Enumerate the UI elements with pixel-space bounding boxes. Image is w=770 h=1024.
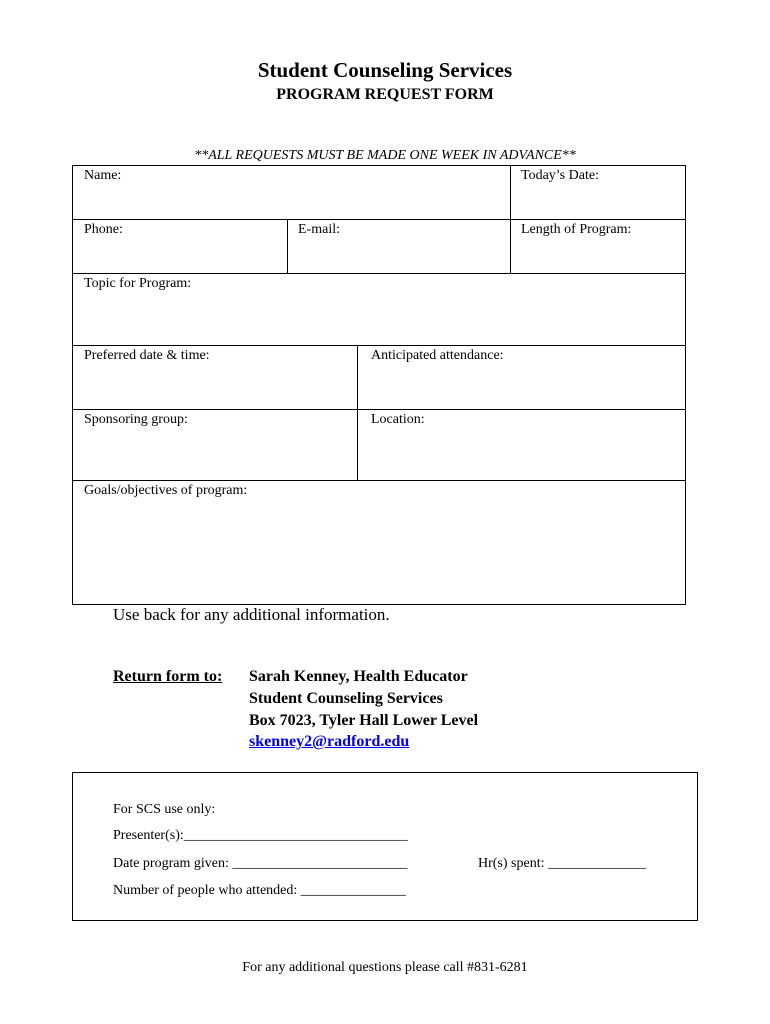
presenters-line[interactable]: Presenter(s):________________________________: [113, 828, 408, 843]
row-divider: [73, 480, 685, 481]
row-divider: [73, 345, 685, 346]
return-name: Sarah Kenney, Health Educator: [249, 668, 468, 685]
column-divider: [287, 219, 288, 273]
todays-date-field[interactable]: Today’s Date:: [521, 168, 599, 183]
row-divider: [73, 273, 685, 274]
return-email-link[interactable]: skenney2@radford.edu: [249, 733, 410, 750]
preferred-date-field[interactable]: Preferred date & time:: [84, 348, 210, 363]
program-length-field[interactable]: Length of Program:: [521, 222, 632, 237]
phone-field[interactable]: Phone:: [84, 222, 123, 237]
return-address: Box 7023, Tyler Hall Lower Level: [249, 712, 479, 729]
topic-field[interactable]: Topic for Program:: [84, 276, 192, 291]
date-given-line[interactable]: Date program given: _________________________: [113, 856, 408, 871]
location-field[interactable]: Location:: [371, 412, 425, 427]
hours-spent-line[interactable]: Hr(s) spent: ______________: [478, 856, 646, 871]
advance-notice: **ALL REQUESTS MUST BE MADE ONE WEEK IN ADVANCE**: [194, 148, 576, 163]
return-department: Student Counseling Services: [249, 690, 443, 707]
attended-line[interactable]: Number of people who attended: _______________: [113, 883, 406, 898]
return-label: Return form to:: [113, 668, 223, 685]
row-divider: [73, 219, 685, 220]
office-use-heading: For SCS use only:: [113, 802, 216, 817]
footer-contact: For any additional questions please call #831-6281: [242, 960, 528, 975]
attendance-field[interactable]: Anticipated attendance:: [371, 348, 504, 363]
goals-field[interactable]: Goals/objectives of program:: [84, 483, 248, 498]
request-form-grid: [72, 165, 686, 605]
form-subtitle: PROGRAM REQUEST FORM: [276, 86, 494, 103]
row-divider: [73, 409, 685, 410]
form-title: Student Counseling Services: [257, 58, 513, 82]
email-field[interactable]: E-mail:: [298, 222, 340, 237]
sponsor-field[interactable]: Sponsoring group:: [84, 412, 188, 427]
column-divider: [510, 166, 511, 273]
name-field[interactable]: Name:: [84, 168, 122, 183]
back-note: Use back for any additional information.: [113, 605, 390, 624]
column-divider: [357, 345, 358, 480]
office-use-box: [72, 772, 698, 921]
